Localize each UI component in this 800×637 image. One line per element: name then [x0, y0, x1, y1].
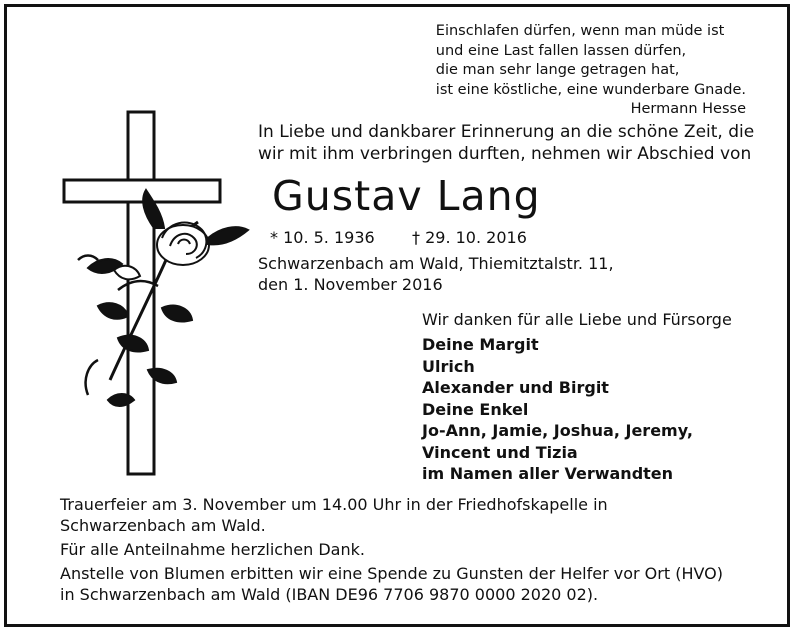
- cross-icon: [64, 112, 220, 474]
- poem-line: Einschlafen dürfen, wenn man müde ist: [435, 23, 725, 39]
- poem-line: die man sehr lange getragen hat,: [435, 62, 680, 78]
- mourner-line: Deine Margit: [422, 335, 539, 354]
- birth-date: * 10. 5. 1936: [270, 228, 375, 247]
- poem-author: Hermann Hesse: [630, 101, 746, 117]
- service-info: [60, 494, 723, 605]
- intro-line: In Liebe und dankbarer Erinnerung an die schöne Zeit, die: [258, 122, 755, 142]
- thanks-line: Wir danken für alle Liebe und Fürsorge: [422, 310, 732, 329]
- poem-line: ist eine köstliche, eine wunderbare Gnade.: [435, 81, 746, 98]
- mourner-line: Vincent und Tizia: [422, 442, 578, 462]
- mourner-line: Alexander und Birgit: [422, 378, 609, 397]
- address-line: Schwarzenbach am Wald, Thiemitztalstr. 11,: [258, 254, 614, 273]
- funeral-line: Schwarzenbach am Wald.: [60, 516, 266, 535]
- life-dates: [270, 228, 527, 247]
- cross-with-rose-illustration: [58, 110, 258, 480]
- donation-line: in Schwarzenbach am Wald (IBAN DE96 7706 9870 0000 2020 02).: [60, 585, 599, 604]
- poem-line: und eine Last fallen lassen dürfen,: [435, 42, 687, 59]
- funeral-line: Trauerfeier am 3. November um 14.00 Uhr in der Friedhofskapelle in: [60, 495, 608, 514]
- notice-date: den 1. November 2016: [258, 275, 443, 294]
- mourner-line: Ulrich: [422, 356, 475, 376]
- death-date: † 29. 10. 2016: [412, 228, 527, 247]
- deceased-name: Gustav Lang: [272, 172, 541, 220]
- intro-line: wir mit ihm verbringen durften, nehmen wir Abschied von: [258, 144, 752, 164]
- intro-text: [258, 121, 754, 165]
- rose-icon: [78, 190, 248, 406]
- mourner-line: im Namen aller Verwandten: [422, 464, 674, 483]
- mourner-line: Deine Enkel: [422, 399, 529, 419]
- place-and-date: [258, 253, 614, 295]
- condolence-line: Für alle Anteilnahme herzlichen Dank.: [60, 540, 365, 559]
- mourners-list: [422, 334, 693, 485]
- donation-line: Anstelle von Blumen erbitten wir eine Spende zu Gunsten der Helfer vor Ort (HVO): [60, 564, 723, 583]
- mourner-line: Jo-Ann, Jamie, Joshua, Jeremy,: [422, 421, 693, 440]
- poem: [436, 22, 746, 120]
